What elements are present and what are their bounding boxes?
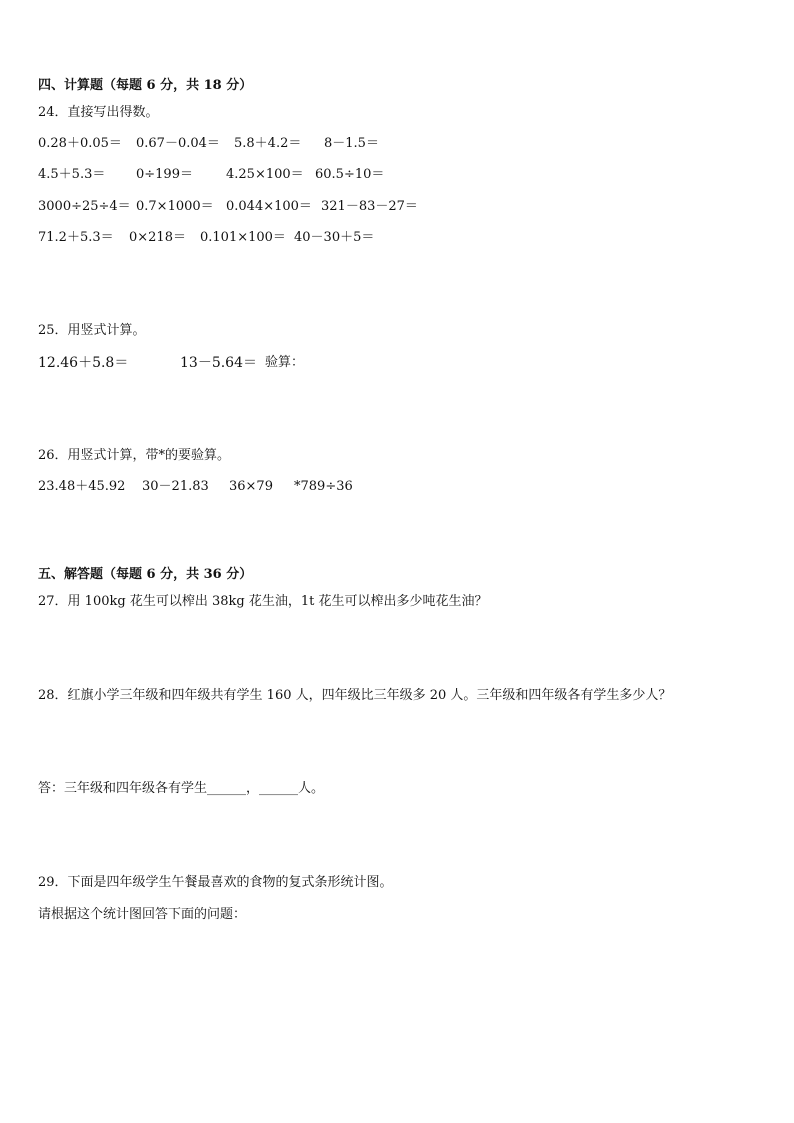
q24-expression: 3000÷25÷4＝ bbox=[38, 199, 131, 214]
q25-expression: 13－5.64＝ bbox=[180, 355, 257, 371]
q26-expression: 36×79 bbox=[229, 479, 273, 494]
q24-expression: 0×218＝ bbox=[129, 230, 186, 245]
q24-row-4 bbox=[38, 229, 738, 247]
q24-expression: 4.5＋5.3＝ bbox=[38, 167, 106, 182]
q26-expression: 30－21.83 bbox=[142, 479, 209, 494]
q25-check-label: 验算： bbox=[265, 355, 305, 370]
q24-expression: 0.28＋0.05＝ bbox=[38, 136, 122, 151]
q24-row-1 bbox=[38, 135, 738, 153]
q24-expression: 0.7×1000＝ bbox=[136, 199, 214, 214]
section-4-title: 四、计算题（每题 6 分，共 18 分） bbox=[38, 78, 253, 93]
q24-expression: 60.5÷10＝ bbox=[315, 167, 385, 182]
q24-row-3 bbox=[38, 198, 738, 216]
question-26-prompt: 26．用竖式计算，带*的要验算。 bbox=[38, 448, 231, 463]
question-29-instruction: 请根据这个统计图回答下面的问题： bbox=[38, 907, 247, 922]
q24-expression: 321－83－27＝ bbox=[321, 199, 418, 214]
q24-expression: 0÷199＝ bbox=[136, 167, 193, 182]
q24-expression: 5.8＋4.2＝ bbox=[234, 136, 302, 151]
q24-expression: 8－1.5＝ bbox=[324, 136, 379, 151]
question-28-text: 28．红旗小学三年级和四年级共有学生 160 人，四年级比三年级多 20 人。三年级和四年级各有学生多少人？ bbox=[38, 688, 672, 703]
q25-row bbox=[38, 354, 738, 372]
question-25-prompt: 25．用竖式计算。 bbox=[38, 323, 146, 338]
q26-expression: 23.48＋45.92 bbox=[38, 479, 126, 494]
q26-row bbox=[38, 478, 738, 496]
q24-expression: 40－30＋5＝ bbox=[294, 230, 375, 245]
section-5-title: 五、解答题（每题 6 分，共 36 分） bbox=[38, 567, 253, 582]
q24-row-2 bbox=[38, 166, 738, 184]
q26-expression: *789÷36 bbox=[294, 479, 353, 494]
question-28-answer: 答：三年级和四年级各有学生______，______人。 bbox=[38, 781, 325, 796]
q25-expression: 12.46＋5.8＝ bbox=[38, 355, 129, 371]
question-24-prompt: 24．直接写出得数。 bbox=[38, 105, 159, 120]
q24-expression: 0.044×100＝ bbox=[226, 199, 312, 214]
q24-expression: 0.67－0.04＝ bbox=[136, 136, 220, 151]
q24-expression: 71.2＋5.3＝ bbox=[38, 230, 114, 245]
q24-expression: 4.25×100＝ bbox=[226, 167, 304, 182]
q24-expression: 0.101×100＝ bbox=[200, 230, 286, 245]
question-29-text: 29．下面是四年级学生午餐最喜欢的食物的复式条形统计图。 bbox=[38, 875, 393, 890]
question-27-text: 27．用 100kg 花生可以榨出 38kg 花生油，1t 花生可以榨出多少吨花生油？ bbox=[38, 594, 488, 609]
